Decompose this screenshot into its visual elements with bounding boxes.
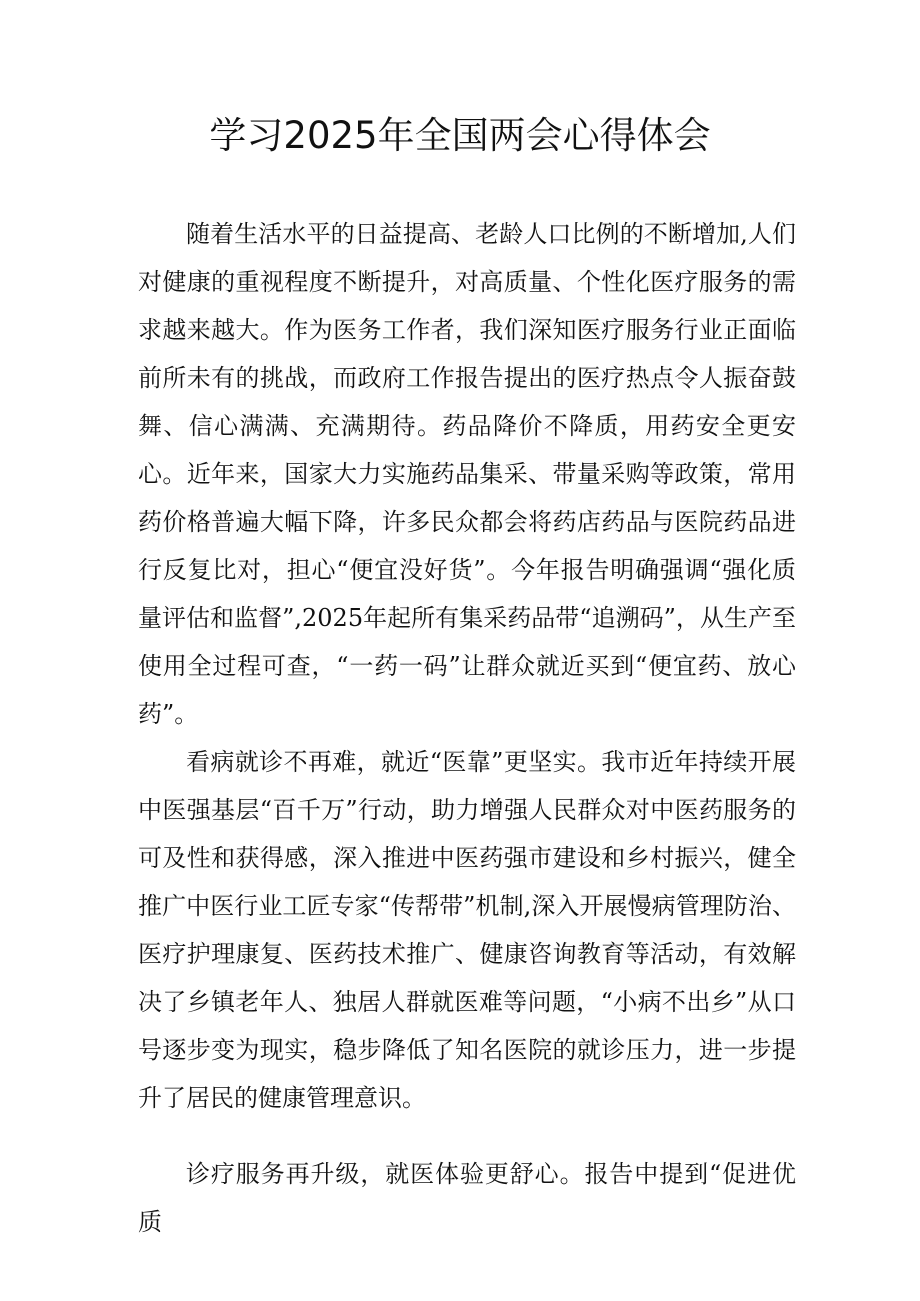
paragraph-2: 看病就诊不再难，就近“医靠”更坚实。我市近年持续开展中医强基层“百千万”行动，助力增强人民群众对中医药服务的可及性和获得感，深入推进中医药强市建设和乡村振兴，健全推广中医行业工匠专家“传帮带”机制,深入开展慢病管理防治、医疗护理康复、医药技术推广、健康咨询教育等活动，有效解决了乡镇老年人、独居人群就医难等问题，“小病不出乡”从口号逐步变为现实，稳步降低了知名医院的就诊压力，进一步提升了居民的健康管理意识。 <box>138 748 796 1112</box>
paragraph-3: 诊疗服务再升级，就医体验更舒心。报告中提到“促进优质 <box>138 1160 796 1236</box>
paragraph-1: 随着生活水平的日益提高、老龄人口比例的不断增加,人们对健康的重视程度不断提升，对高质量、个性化医疗服务的需求越来越大。作为医务工作者，我们深知医疗服务行业正面临前所未有的挑战，而政府工作报告提出的医疗热点令人振奋鼓舞、信心满满、充满期待。药品降价不降质，用药安全更安心。近年来，国家大力实施药品集采、带量采购等政策，常用药价格普遍大幅下降，许多民众都会将药店药品与医院药品进行反复比对，担心“便宜没好货”。今年报告明确强调“强化质量评估和监督”,2025年起所有集采药品带“追溯码”，从生产至使用全过程可查，“一药一码”让群众就近买到“便宜药、放心药”。 <box>138 220 796 728</box>
document-title: 学习2025年全国两会心得体会 <box>209 114 711 157</box>
document-body <box>138 210 796 1246</box>
